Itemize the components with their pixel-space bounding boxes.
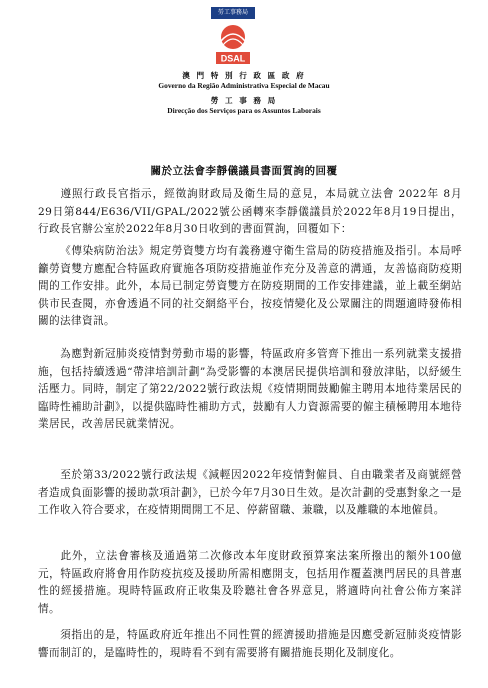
paragraph-4 [38, 467, 462, 520]
dsal-logo [211, 7, 255, 67]
logo-emblem [211, 19, 255, 67]
paragraph-text: 《傳染病防治法》規定勞資雙方均有義務遵守衛生當局的防疫措施及指引。本局呼籲勞資雙方應配合特區政府實施各項防疫措施並作充分及善意的溝通，友善協商防疫期間的工作安排。此外，本局已制定勞資雙方在防疫期間的工作安排建議，並上載至網站供市民查閱，亦會透過不同的社交網絡平台，按疫情變化及公眾關注的問題適時發佈相關的法律資訊。 [38, 245, 462, 328]
paragraph-2 [38, 243, 462, 331]
department-name-pt: Direcção dos Serviços para os Assuntos Laborais [167, 106, 321, 115]
logo-mark-text: DSAL [220, 53, 246, 64]
paragraph-text: 此外，立法會審核及通過第二次修改本年度財政預算案法案所撥出的額外100億元，特區政府將會用作防疫抗疫及援助所需相應開支，包括用作覆蓋澳門居民的具普惠性的經援措施。現時特區政府正收集及聆聽社會各界意見，將適時向社會公佈方案詳情。 [38, 550, 462, 615]
logo-badge: 勞工事務局 [211, 7, 255, 19]
paragraph-3 [38, 346, 462, 434]
government-name-zh: 澳 門 特 別 行 政 區 政 府 [182, 71, 306, 80]
paragraph-5 [38, 548, 462, 618]
government-name-pt: Governo da Região Administrativa Especial de Macau [158, 81, 330, 90]
paragraph-1 [38, 186, 462, 239]
department-name-zh: 勞 工 事 務 局 [210, 96, 278, 105]
paragraph-text: 須指出的是，特區政府近年推出不同性質的經濟援助措施是因應受新冠肺炎疫情影響而制訂的，是臨時性的，現時看不到有需要將有關措施長期化及制度化。 [38, 629, 462, 659]
paragraph-6 [38, 627, 462, 662]
paragraph-text: 為應對新冠肺炎疫情對勞動市場的影響，特區政府多管齊下推出一系列就業支援措施，包括持續透過“帶津培訓計劃”為受影響的本澳居民提供培訓和發放津貼，以紓緩生活壓力。同時，制定了第22/2022號行政法規《疫情期間鼓勵僱主聘用本地待業居民的臨時性補助計劃》，以提供臨時性補助方式，鼓勵有人力資源需要的僱主積極聘用本地待業居民，改善居民就業情況。 [38, 348, 462, 431]
document-title: 關於立法會李靜儀議員書面質詢的回覆 [150, 165, 338, 177]
logo-emblem-graphic [211, 19, 255, 67]
paragraph-text: 至於第33/2022號行政法規《減輕因2022年疫情對僱員、自由職業者及商號經營者造成負面影響的援助款項計劃》，已於今年7月30日生效。是次計劃的受惠對象之一是工作收入符合要求，在疫情期間開工不足、停薪留職、兼職，以及離職的本地僱員。 [38, 469, 462, 517]
paragraph-text: 遵照行政長官指示，經徵詢財政局及衛生局的意見，本局就立法會 2022年 8月 29日第844/E636/VII/GPAL/2022號公函轉來李靜儀議員於2022年8月19日提出，行政長官辦公室於2022年8月30日收到的書面質詢，回覆如下： [38, 188, 462, 236]
